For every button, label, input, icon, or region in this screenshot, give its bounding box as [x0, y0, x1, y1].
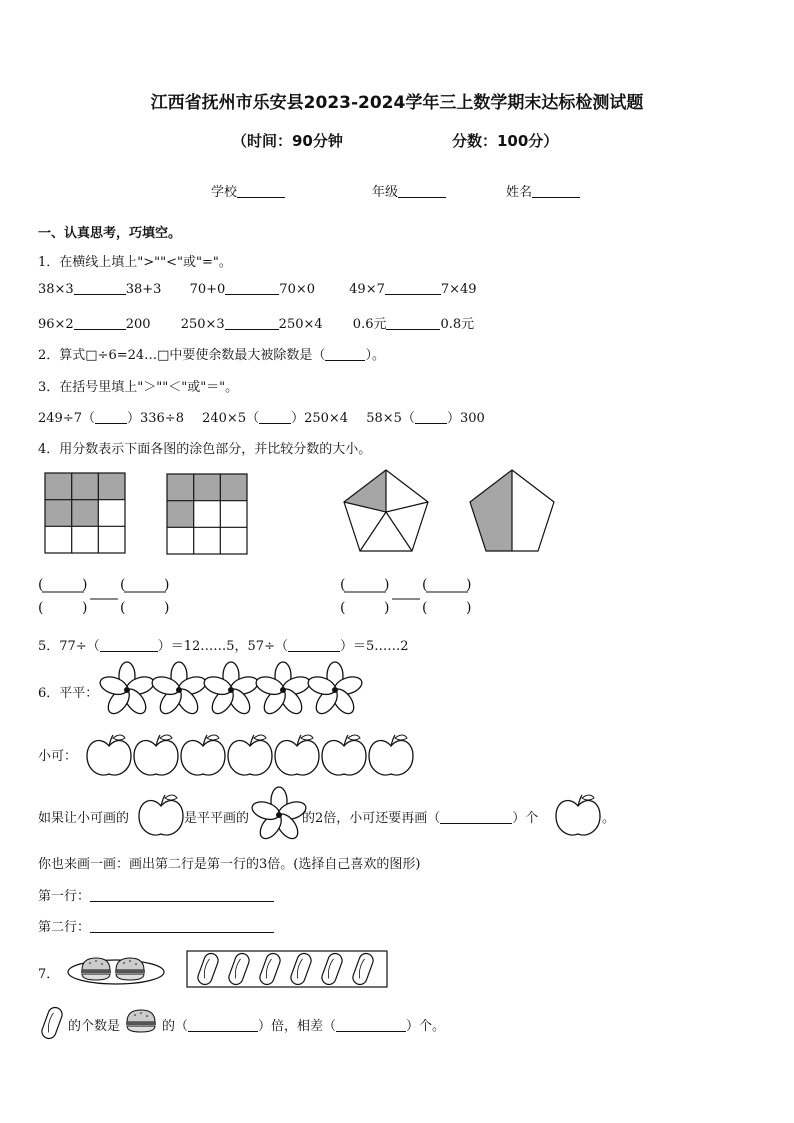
apple-icon — [134, 735, 178, 775]
q6-line-c: 的2倍，小可还要再画（ ）个 — [302, 811, 539, 826]
apple-icon — [138, 794, 184, 838]
q5: 5．77÷（ ）＝12……5，57÷（ ）＝5……2 — [38, 639, 409, 654]
svg-text:(: ( — [340, 600, 346, 616]
burger-icon — [81, 958, 111, 980]
flower-icon — [254, 662, 312, 717]
q6-draw-instruction: 你也来画一画：画出第二行是第一行的3倍。(选择自己喜欢的图形) — [38, 857, 421, 872]
svg-text:): ) — [82, 600, 88, 616]
apple-icon — [555, 794, 601, 838]
apple-icon — [87, 735, 131, 775]
q1-stem: 1．在横线上填上">""<"或"="。 — [38, 255, 232, 270]
fraction-blanks-right — [340, 574, 480, 618]
sausage-icon — [38, 1005, 68, 1041]
q3-stem: 3．在括号里填上"＞""＜"或"＝"。 — [38, 380, 239, 395]
q7-text-a: 的个数是 — [68, 1019, 121, 1034]
apple-row — [86, 730, 420, 778]
section-heading: 一、认真思考，巧填空。 — [38, 226, 182, 241]
q6-row1: 第一行： — [38, 885, 274, 904]
apple-icon — [228, 735, 272, 775]
school-field: 学校 — [211, 181, 285, 200]
q7-number: 7． — [38, 967, 60, 982]
apple-icon — [369, 735, 413, 775]
q6-line-e: 。 — [602, 811, 616, 826]
svg-text:(: ( — [38, 577, 44, 593]
svg-text:): ) — [82, 577, 88, 593]
flower-icon — [254, 790, 304, 840]
q6-pingping-label: 6．平平： — [38, 686, 99, 701]
burger-plate — [66, 952, 166, 988]
q6-xiaoke-label: 小可： — [38, 749, 78, 764]
flower-icon — [150, 662, 208, 717]
q1-row2: 96×2 200 250×3 250×4 0.6元 0.8元 — [38, 317, 475, 332]
svg-text:(: ( — [120, 600, 126, 616]
q2: 2．算式□÷6=24…□中要使余数最大被除数是（ ）。 — [38, 348, 385, 363]
svg-text:): ) — [384, 577, 390, 593]
svg-text:): ) — [466, 600, 472, 616]
grid-figure-2 — [167, 474, 249, 556]
exam-score: 分数：100分） — [452, 132, 559, 150]
q6-line-a: 如果让小可画的 — [38, 811, 130, 826]
flower-icon — [306, 662, 364, 717]
grade-field: 年级 — [372, 181, 446, 200]
pentagon-figure-1 — [342, 468, 432, 554]
grid-figure-1 — [45, 473, 127, 555]
apple-icon — [322, 735, 366, 775]
svg-text:(: ( — [38, 600, 44, 616]
svg-text:): ) — [466, 577, 472, 593]
svg-text:(: ( — [120, 577, 126, 593]
svg-text:(: ( — [422, 577, 428, 593]
q1-row1: 38×3 38+3 70+0 70×0 49×7 7×49 — [38, 282, 477, 297]
exam-time: （时间：90分钟 — [232, 132, 343, 150]
q3-items: 249÷7（ ）336÷8 240×5（ ）250×4 58×5（ ）300 — [38, 411, 485, 426]
page-title: 江西省抚州市乐安县2023-2024学年三上数学期末达标检测试题 — [150, 93, 644, 113]
flower-icon — [202, 662, 260, 717]
name-field: 姓名 — [506, 181, 580, 200]
flower-row — [101, 662, 361, 720]
q6-row2: 第二行： — [38, 916, 274, 935]
pentagon-figure-2 — [468, 468, 558, 554]
fraction-blanks-left — [38, 574, 178, 618]
q7-text-b: 的（ ）倍，相差（ ）个。 — [162, 1019, 446, 1034]
svg-text:): ) — [384, 600, 390, 616]
flower-icon — [98, 662, 156, 717]
svg-text:(: ( — [422, 600, 428, 616]
burger-icon — [124, 1008, 158, 1034]
apple-icon — [181, 735, 225, 775]
burger-icon — [115, 958, 145, 980]
q6-line-b: 是平平画的 — [184, 811, 250, 826]
q4-stem: 4．用分数表示下面各图的涂色部分，并比较分数的大小。 — [38, 442, 372, 457]
svg-text:): ) — [164, 577, 170, 593]
apple-icon — [275, 735, 319, 775]
sausage-box — [186, 950, 390, 990]
svg-text:(: ( — [340, 577, 346, 593]
svg-text:): ) — [164, 600, 170, 616]
